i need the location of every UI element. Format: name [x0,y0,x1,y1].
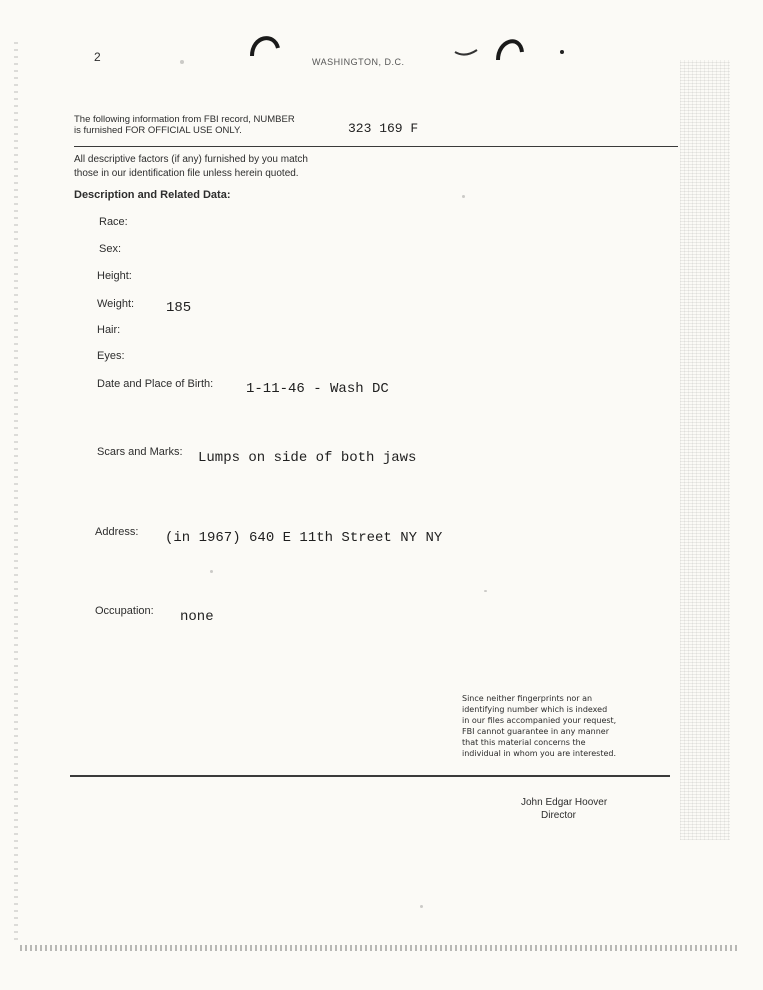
scan-left-edge-noise [14,40,18,940]
weight-value: 185 [166,300,192,316]
description-heading: Description and Related Data: [74,189,231,201]
speckle [420,905,423,908]
page-number: 2 [94,50,101,64]
speckle [462,195,465,198]
address-value: (in 1967) 640 E 11th Street NY NY [165,530,443,546]
scars-value: Lumps on side of both jaws [198,450,417,466]
record-number: 323 169 F [348,121,419,136]
race-label: Race: [99,216,128,228]
birth-label: Date and Place of Birth: [97,378,214,390]
disclaimer-line1: Since neither fingerprints nor an [462,694,593,703]
record-intro-line2: is furnished FOR OFFICIAL USE ONLY. [74,125,242,136]
speckle [560,50,564,54]
location-stamp: WASHINGTON, D.C. [312,57,405,67]
header-divider [74,146,678,147]
sex-label: Sex: [99,243,122,255]
birth-value: 1-11-46 - Wash DC [246,381,389,397]
match-statement [74,153,308,181]
disclaimer-line5: that this material concerns the [462,738,586,747]
scan-right-strip-noise [680,60,730,840]
record-intro-line1: The following information from FBI record, NUMBER [74,114,295,125]
scan-bottom-edge-noise [20,945,740,951]
record-intro [74,114,295,136]
match-line2: those in our identification file unless herein quoted. [74,168,299,179]
footer-divider [70,775,670,777]
height-label: Height: [97,270,132,282]
signature-title: Director [541,810,577,821]
disclaimer-line3: in our files accompanied your request, [462,716,617,725]
speckle [180,60,184,64]
disclaimer-line2: identifying number which is indexed [462,705,608,714]
weight-label: Weight: [97,298,135,310]
eyes-label: Eyes: [97,350,125,362]
match-line1: All descriptive factors (if any) furnished by you match [74,154,308,165]
disclaimer-stamp [462,693,616,759]
occupation-label: Occupation: [95,605,154,617]
disclaimer-line6: individual in whom you are interested. [462,749,617,758]
disclaimer-line4: FBI cannot guarantee in any manner [462,727,609,736]
hair-label: Hair: [97,324,121,336]
speckle [210,570,213,573]
signature-name: John Edgar Hoover [521,797,608,808]
address-label: Address: [95,526,139,538]
speckle [484,590,487,592]
scars-label: Scars and Marks: [97,446,183,458]
occupation-value: none [180,609,214,625]
